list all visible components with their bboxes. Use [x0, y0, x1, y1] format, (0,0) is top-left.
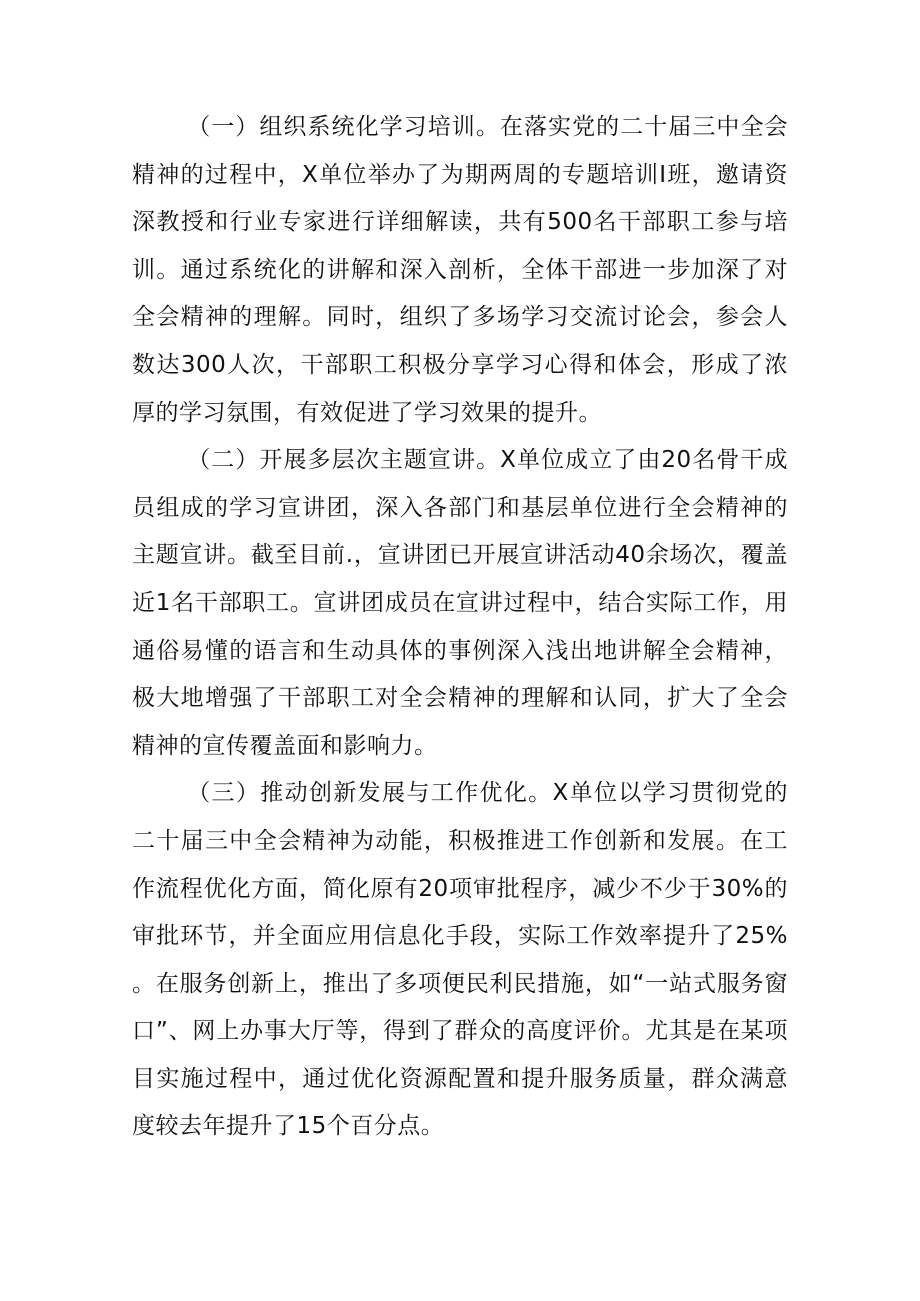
paragraph-1: （一）组织系统化学习培训。在落实党的二十届三中全会精神的过程中，X单位举办了为期两周的专题培训I班，邀请资深教授和行业专家进行详细解读，共有500名干部职工参与培训。通过系统化的讲解和深入剖析，全体干部进一步加深了对全会精神的理解。同时，组织了多场学习交流讨论会，参会人数达300人次，干部职工积极分享学习心得和体会，形成了浓厚的学习氛围，有效促进了学习效果的提升。: [132, 114, 788, 426]
paragraph-3: （三）推动创新发展与工作优化。X单位以学习贯彻党的二十届三中全会精神为动能，积极推进工作创新和发展。在工作流程优化方面，简化原有20项审批程序，减少不少于30%的审批环节，并全面应用信息化手段，实际工作效率提升了25%。在服务创新上，推出了多项便民利民措施，如“一站式服务窗口”、网上办事大厅等，得到了群众的高度评价。尤其是在某项目实施过程中，通过优化资源配置和提升服务质量，群众满意度较去年提升了15个百分点。: [132, 780, 788, 1140]
paragraph-2: （二）开展多层次主题宣讲。X单位成立了由20名骨干成员组成的学习宣讲团，深入各部门和基层单位进行全会精神的主题宣讲。截至目前.，宣讲团已开展宣讲活动40余场次，覆盖近1名干部职工。宣讲团成员在宣讲过程中，结合实际工作，用通俗易懂的语言和生动具体的事例深入浅出地讲解全会精神，极大地增强了干部职工对全会精神的理解和认同，扩大了全会精神的宣传覆盖面和影响力。: [132, 447, 788, 759]
